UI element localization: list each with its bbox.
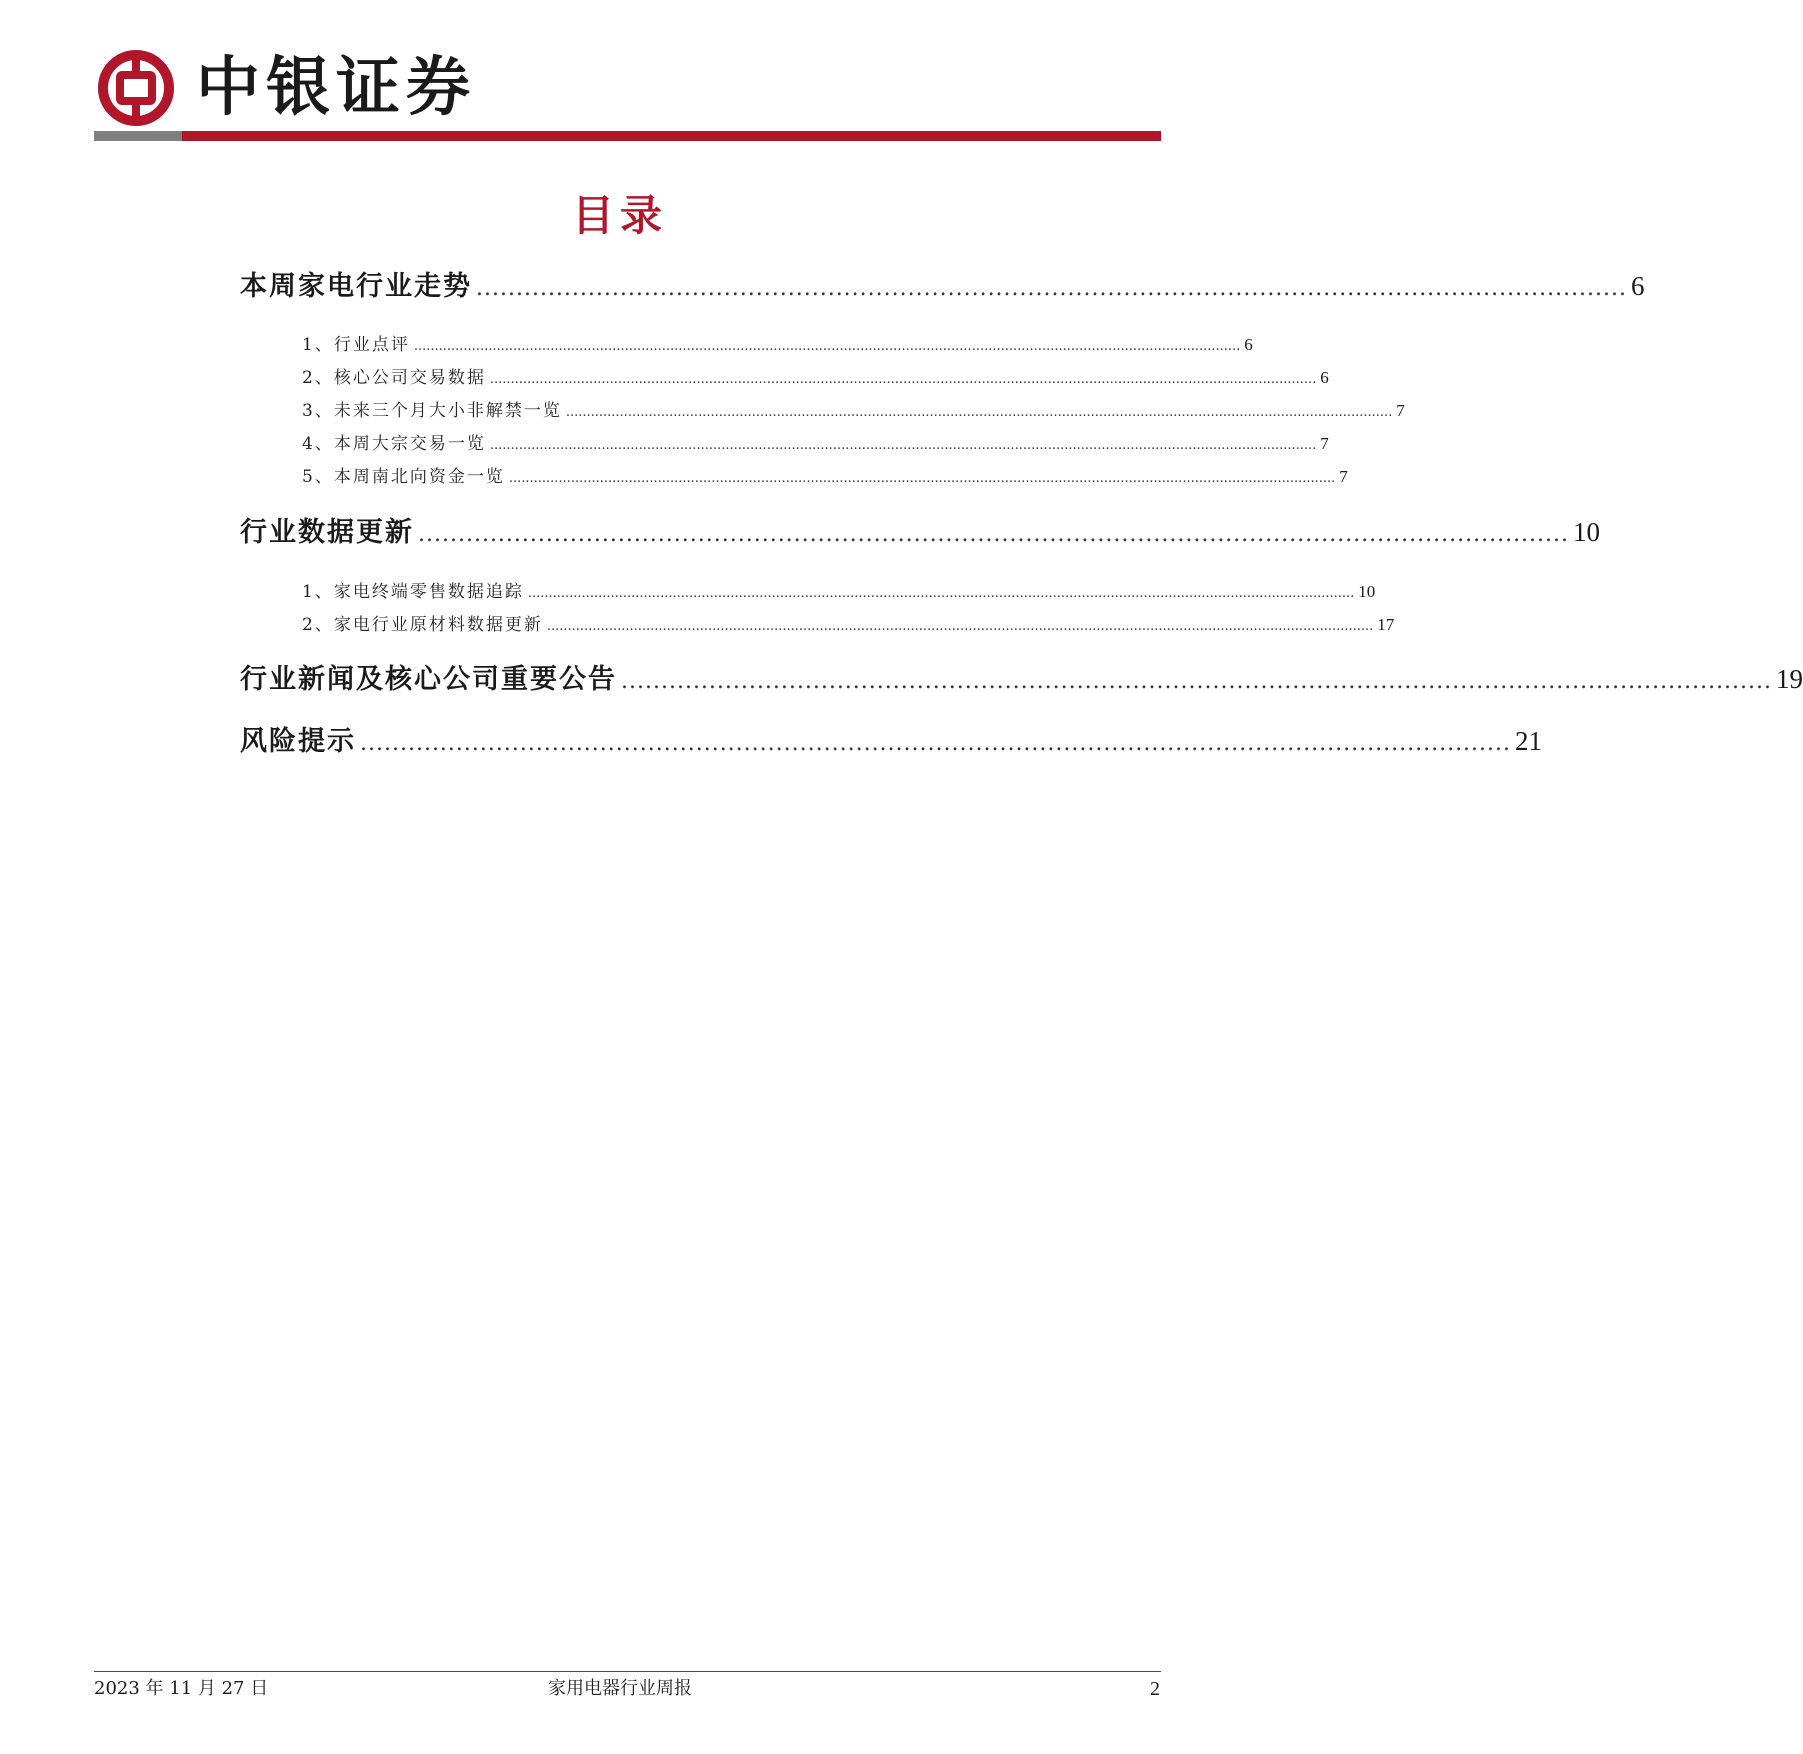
toc-subentry-page: 7 [1339, 467, 1348, 486]
toc-entry-page: 6 [1631, 271, 1645, 301]
toc-entry-label: 行业新闻及核心公司重要公告 [240, 664, 617, 695]
toc-subentry[interactable] [240, 465, 1348, 491]
header-bar-red [182, 131, 1161, 141]
header-bar-gray [94, 131, 182, 141]
brand-name: 中银证券 [196, 50, 476, 125]
toc-subentry-label: 2、家电行业原材料数据更新 [302, 615, 543, 635]
bank-of-china-logo-icon [98, 50, 174, 126]
toc-subentry-page: 7 [1396, 401, 1405, 420]
toc-subentry-label: 3、未来三个月大小非解禁一览 [302, 401, 562, 421]
toc-leader-dots: ........................................................................................................................................................................................................ [489, 372, 1317, 387]
toc-subentry-label: 4、本周大宗交易一览 [302, 434, 486, 454]
toc-leader-dots: ................................................................................................................................................ [476, 276, 1628, 301]
toc-entry-risk[interactable] [240, 723, 1543, 762]
toc-leader-dots: ................................................................................................................................................ [621, 669, 1773, 694]
footer-divider [94, 1671, 1161, 1672]
toc-leader-dots: ................................................................................................................................................ [360, 731, 1512, 756]
toc-subentry[interactable] [240, 580, 1376, 606]
toc-subentry[interactable] [240, 399, 1405, 425]
toc-subentry[interactable] [240, 432, 1329, 458]
toc-subentry-page: 10 [1358, 582, 1376, 601]
toc-leader-dots: ........................................................................................................................................................................................................ [508, 471, 1336, 486]
toc-entry-news[interactable] [240, 661, 1803, 700]
toc-subentry-label: 5、本周南北向资金一览 [302, 467, 505, 487]
toc-title: 目录 [571, 191, 668, 240]
toc-subentry[interactable] [240, 366, 1329, 392]
toc-entry-label: 风险提示 [240, 726, 356, 757]
toc-leader-dots: ........................................................................................................................................................................................................ [489, 438, 1317, 453]
toc-subentry[interactable] [240, 613, 1395, 639]
toc-entry-label: 行业数据更新 [240, 517, 414, 548]
toc-entry-page: 19 [1776, 664, 1803, 694]
toc-subentry-page: 7 [1320, 434, 1329, 453]
toc-leader-dots: ........................................................................................................................................................................................................ [527, 586, 1355, 601]
toc-subentry-page: 17 [1377, 615, 1395, 634]
toc-leader-dots: ................................................................................................................................................ [418, 522, 1570, 547]
footer-report-name: 家用电器行业周报 [548, 1678, 692, 1699]
toc-subentry-label: 1、行业点评 [302, 335, 410, 355]
footer-page-number: 2 [1150, 1678, 1160, 1700]
toc-entry-industry-data[interactable] [240, 514, 1601, 553]
toc-subentry[interactable] [240, 333, 1253, 359]
toc-entry-weekly-trend[interactable] [240, 268, 1645, 307]
toc-subentry-page: 6 [1320, 368, 1329, 387]
toc-subentry-label: 2、核心公司交易数据 [302, 368, 486, 388]
toc-leader-dots: ........................................................................................................................................................................................................ [413, 339, 1241, 354]
toc-entry-page: 10 [1573, 517, 1601, 547]
toc-leader-dots: ........................................................................................................................................................................................................ [565, 405, 1393, 420]
toc-entry-page: 21 [1515, 726, 1543, 756]
toc-entry-label: 本周家电行业走势 [240, 271, 472, 302]
toc-leader-dots: ........................................................................................................................................................................................................ [546, 619, 1374, 634]
toc-subentry-page: 6 [1244, 335, 1253, 354]
footer-date: 2023 年 11 月 27 日 [94, 1678, 269, 1699]
toc-subentry-label: 1、家电终端零售数据追踪 [302, 582, 524, 602]
